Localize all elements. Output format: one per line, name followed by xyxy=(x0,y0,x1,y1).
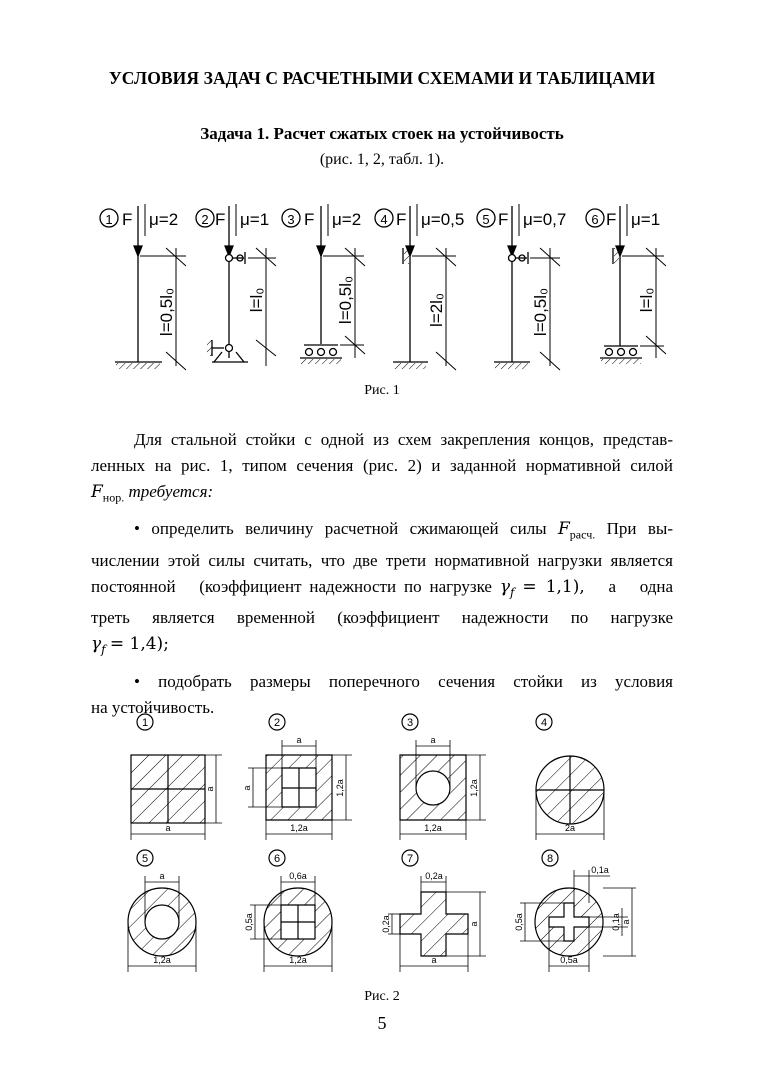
section-7 xyxy=(388,850,486,972)
bullet-1-line-5: $\gamma_f = 1,4$); xyxy=(91,634,169,657)
scheme-1-mu: μ=2 xyxy=(149,210,179,229)
section-3 xyxy=(400,714,486,840)
page-number: 5 xyxy=(377,1013,387,1033)
section-8-dim-left: 0,5a xyxy=(514,913,524,931)
page-heading: УСЛОВИЯ ЗАДАЧ С РАСЧЕТНЫМИ СХЕМАМИ И ТАБЛИЦАМИ xyxy=(108,68,656,88)
scheme-3-number: 3 xyxy=(287,212,295,227)
section-2-dim-outer-width: 1,2a xyxy=(290,823,308,833)
scheme-6-force-label: F xyxy=(606,210,617,229)
section-2-dim-inner-height: a xyxy=(242,785,252,791)
paragraph-1-line-2: ленных на рис. 1, типом сечения (рис. 2) и заданной нормативной силой xyxy=(91,456,673,475)
section-5-number: 5 xyxy=(141,853,149,865)
section-8-dim-bottom: 0,5a xyxy=(560,955,578,965)
bullet-1-line-1: • определить величину расчетной сжимающей силы $F_{расч.}$ При вы- xyxy=(134,519,674,542)
bullet-2-line-1: • подобрать размеры поперечного сечения стойки из условия xyxy=(134,671,673,691)
scheme-4-length: l=2l₀ xyxy=(427,293,446,327)
figure-2-caption: Рис. 2 xyxy=(364,989,400,1004)
section-3-dim-hole: a xyxy=(430,735,436,745)
scheme-5-number: 5 xyxy=(482,212,490,227)
section-8-number: 8 xyxy=(546,853,554,865)
bullet-1-line-3: постоянной (коэффициент надежности по нагрузке $\gamma_f = 1,1$), а одна xyxy=(91,576,674,600)
task-title: Задача 1. Расчет сжатых стоек на устойчивость xyxy=(200,124,564,143)
section-7-dim-width: a xyxy=(431,955,437,965)
problem-statement xyxy=(91,427,673,721)
section-6-dim-outer: 1,2a xyxy=(289,955,307,965)
scheme-2-length: l=l₀ xyxy=(247,287,266,313)
section-5-dim-outer: 1,2a xyxy=(153,955,171,965)
scheme-5-force-label: F xyxy=(498,210,509,229)
scheme-3-length: l=0,5l₀ xyxy=(336,275,355,325)
section-2-dim-outer-height: 1,2a xyxy=(335,779,345,797)
section-7-number: 7 xyxy=(406,853,414,865)
section-8-dim-right: a xyxy=(621,919,631,925)
paragraph-1-line-1: Для стальной стойки с одной из схем закрепления концов, представ- xyxy=(134,430,673,449)
section-2 xyxy=(248,714,352,840)
section-6-dim-inner-width: 0,6a xyxy=(289,871,307,881)
scheme-1-length: l=0,5l₀ xyxy=(157,287,176,337)
scheme-2-number: 2 xyxy=(201,212,209,227)
section-4 xyxy=(536,714,604,840)
paragraph-1-line-3: $F_{нор.}$ требуется: xyxy=(91,482,214,505)
scheme-5-length: l=0,5l₀ xyxy=(531,287,550,337)
bullet-1-line-2: числении этой силы считать, что две трети нормативной нагрузки является xyxy=(91,550,673,570)
section-5-dim-inner: a xyxy=(159,871,165,881)
section-8 xyxy=(520,850,636,972)
section-4-dim-diameter: 2a xyxy=(564,823,576,833)
scheme-6-number: 6 xyxy=(591,212,599,227)
section-1-dim-width: a xyxy=(165,823,171,833)
section-1-number: 1 xyxy=(141,717,149,729)
section-1 xyxy=(131,714,222,840)
section-5 xyxy=(128,850,196,972)
bullet-1-line-4: треть является временной (коэффициент надежности по нагрузке xyxy=(91,608,674,628)
section-8-dim-right-inner: 0,1a xyxy=(611,913,621,931)
figure-2-cross-sections xyxy=(0,700,764,985)
scheme-6-mu: μ=1 xyxy=(631,210,661,229)
scheme-3-mu: μ=2 xyxy=(332,210,362,229)
section-3-dim-width: 1,2a xyxy=(424,823,442,833)
section-6-number: 6 xyxy=(273,853,281,865)
section-7-dim-top: 0,2a xyxy=(425,871,443,881)
scheme-1-force-label: F xyxy=(122,210,133,229)
section-3-number: 3 xyxy=(406,717,414,729)
section-3-dim-height: 1,2a xyxy=(469,779,479,797)
section-8-dim-top: 0,1a xyxy=(591,865,609,875)
scheme-2-force-label: F xyxy=(215,210,226,229)
figure-1-column-schemes xyxy=(0,0,764,400)
section-4-number: 4 xyxy=(540,717,548,729)
scheme-3-force-label: F xyxy=(304,210,315,229)
scheme-4-number: 4 xyxy=(380,212,388,227)
section-7-dim-height: a xyxy=(469,921,479,927)
section-6-dim-inner-height: 0,5a xyxy=(244,913,254,931)
scheme-4-mu: μ=0,5 xyxy=(421,210,465,229)
bullet-2-line-2: на устойчивость. xyxy=(91,697,215,717)
figure-1-caption: Рис. 1 xyxy=(364,383,400,398)
section-6 xyxy=(250,850,332,972)
scheme-1-number: 1 xyxy=(105,212,113,227)
scheme-4-force-label: F xyxy=(396,210,407,229)
task-reference: (рис. 1, 2, табл. 1). xyxy=(319,151,445,168)
scheme-6-length: l=l₀ xyxy=(637,287,656,313)
section-2-number: 2 xyxy=(273,717,281,729)
section-2-dim-inner-width: a xyxy=(296,735,302,745)
section-1-dim-height: a xyxy=(205,786,215,792)
section-7-dim-left: 0,2a xyxy=(381,915,391,933)
scheme-2-mu: μ=1 xyxy=(240,210,270,229)
scheme-5-mu: μ=0,7 xyxy=(523,210,567,229)
